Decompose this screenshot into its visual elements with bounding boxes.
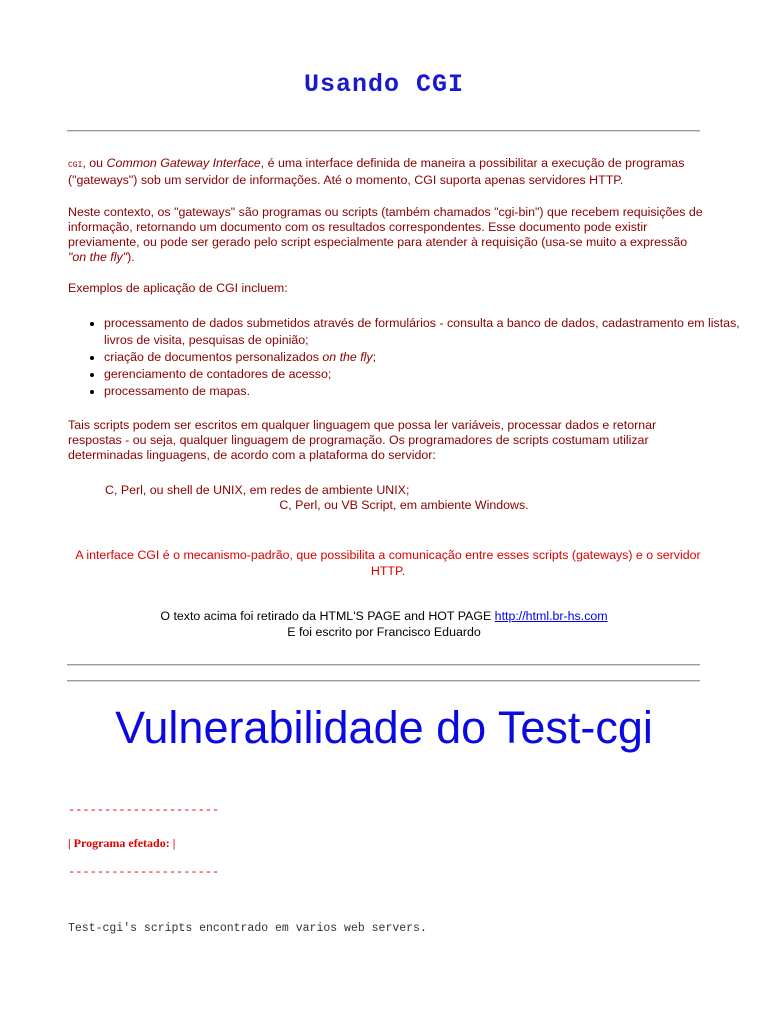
list-item-text: ; bbox=[372, 350, 377, 364]
credit-text: O texto acima foi retirado da HTML'S PAGE and HOT PAGE bbox=[160, 609, 495, 623]
credit-block bbox=[0, 608, 768, 640]
intro-text-a: , ou bbox=[82, 156, 107, 170]
context-text-b: ). bbox=[127, 250, 135, 264]
section-title: Vulnerabilidade do Test-cgi bbox=[115, 702, 653, 753]
context-italic: "on the fly" bbox=[68, 250, 128, 264]
list-item: • gerenciamento de contadores de acesso; bbox=[104, 366, 744, 383]
section-description: Test-cgi's scripts encontrado em varios web servers. bbox=[68, 922, 427, 935]
context-paragraph bbox=[68, 205, 708, 265]
list-item: • processamento de dados submetidos através de formulários - consulta a banco de dados, cadastramento em listas, livros de visita, pesquisas de opinião; bbox=[104, 315, 744, 349]
divider bbox=[67, 680, 700, 682]
source-link[interactable]: http://html.br-hs.com bbox=[494, 609, 608, 623]
intro-paragraph bbox=[68, 156, 708, 188]
list-item-italic: on the fly bbox=[322, 350, 373, 364]
dashes-bottom: --------------------- bbox=[68, 865, 220, 879]
context-text-a: Neste contexto, os "gateways" são programas ou scripts (também chamados "cgi-bin") que recebem requisições de informação, retornando um documento com os resultados correspondentes. Esse documento pode existir previamente, ou pode ser gerado pelo script especialmente para atender à requisição (usa-se muito a expressão bbox=[68, 205, 703, 249]
list-item bbox=[104, 349, 744, 366]
divider bbox=[67, 130, 700, 132]
intro-italic: Common Gateway Interface bbox=[106, 156, 261, 170]
languages-paragraph: Tais scripts podem ser escritos em qualquer linguagem que possa ler variáveis, processar dados e retornar respostas - ou seja, qualquer linguagem de programação. Os programadores de scripts costumam utilizar determinadas linguagens, de acordo com a plataforma do servidor: bbox=[68, 418, 657, 462]
program-label: | Programa efetado: | bbox=[68, 836, 176, 850]
divider bbox=[67, 664, 700, 666]
examples-list bbox=[68, 315, 744, 400]
page-title: Usando CGI bbox=[303, 70, 465, 99]
dashes-top: --------------------- bbox=[68, 803, 220, 817]
examples-heading: Exemplos de aplicação de CGI incluem: bbox=[68, 281, 288, 295]
credit-line-1 bbox=[0, 608, 768, 624]
cgi-abbrev: CGI bbox=[68, 161, 83, 170]
credit-line-2: E foi escrito por Francisco Eduardo bbox=[287, 625, 481, 639]
list-item-text: criação de documentos personalizados bbox=[104, 350, 323, 364]
unix-languages: C, Perl, ou shell de UNIX, em redes de ambiente UNIX; bbox=[105, 483, 410, 497]
intro-text-b: , é uma interface definida de maneira a possibilitar a execução de programas ("gateways") sob um servidor de informações. Até o momento, CGI suporta apenas servidores HTTP. bbox=[68, 156, 685, 187]
summary-text: A interface CGI é o mecanismo-padrão, que possibilita a comunicação entre esses scripts (gateways) e o servidor HTTP. bbox=[75, 548, 701, 578]
list-item: • processamento de mapas. bbox=[104, 383, 744, 400]
windows-languages: C, Perl, ou VB Script, em ambiente Windows. bbox=[279, 498, 529, 512]
